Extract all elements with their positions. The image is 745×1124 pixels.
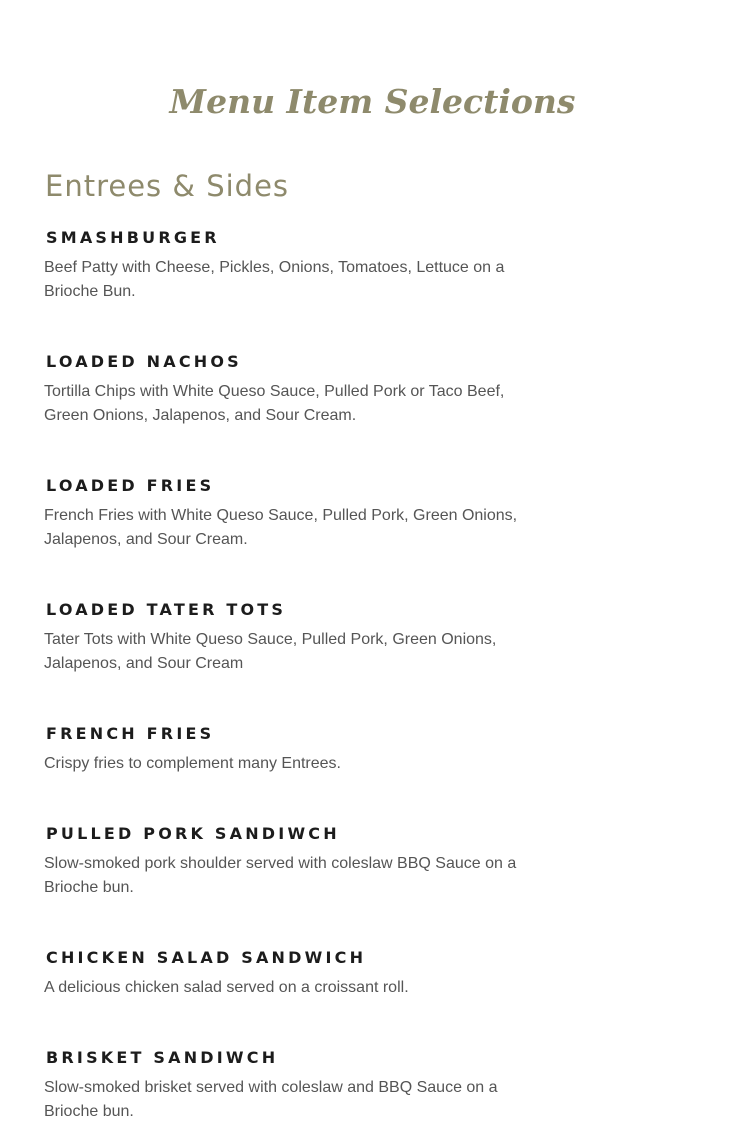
menu-item-loaded-tater-tots bbox=[44, 598, 524, 676]
menu-item-brisket-sandwich bbox=[44, 1046, 524, 1124]
menu-item-name: LOADED NACHOS bbox=[46, 352, 242, 371]
menu-item-loaded-nachos bbox=[44, 350, 524, 428]
menu-item-description: A delicious chicken salad served on a croissant roll. bbox=[44, 979, 409, 996]
menu-item-description: Slow-smoked brisket served with coleslaw and BBQ Sauce on a Brioche bun. bbox=[44, 1079, 498, 1120]
menu-item-name: SMASHBURGER bbox=[46, 228, 220, 247]
menu-item-description: Tater Tots with White Queso Sauce, Pulled Pork, Green Onions, Jalapenos, and Sour Cream bbox=[44, 631, 497, 672]
menu-item-name: CHICKEN SALAD SANDWICH bbox=[46, 948, 367, 967]
page-title: Menu Item Selections bbox=[169, 82, 576, 121]
menu-item-description: Crispy fries to complement many Entrees. bbox=[44, 755, 341, 772]
section-title: Entrees & Sides bbox=[45, 169, 290, 203]
menu-item-name: PULLED PORK SANDIWCH bbox=[46, 824, 340, 843]
menu-item-description: Tortilla Chips with White Queso Sauce, Pulled Pork or Taco Beef, Green Onions, Jalapenos, and Sour Cream. bbox=[44, 383, 505, 424]
menu-item-description: Slow-smoked pork shoulder served with coleslaw BBQ Sauce on a Brioche bun. bbox=[44, 855, 517, 896]
menu-item-chicken-salad-sandwich bbox=[44, 946, 524, 1000]
menu-item-smashburger bbox=[44, 226, 524, 304]
menu-item-name: LOADED TATER TOTS bbox=[46, 600, 287, 619]
menu-item-name: LOADED FRIES bbox=[46, 476, 215, 495]
menu-item-description: Beef Patty with Cheese, Pickles, Onions, Tomatoes, Lettuce on a Brioche Bun. bbox=[44, 259, 505, 300]
menu-item-pulled-pork-sandwich bbox=[44, 822, 524, 900]
menu-item-description: French Fries with White Queso Sauce, Pulled Pork, Green Onions, Jalapenos, and Sour Cream. bbox=[44, 507, 518, 548]
menu-item-name: BRISKET SANDIWCH bbox=[46, 1048, 279, 1067]
menu-item-loaded-fries bbox=[44, 474, 524, 552]
menu-item-name: FRENCH FRIES bbox=[46, 724, 215, 743]
menu-item-french-fries bbox=[44, 722, 524, 776]
